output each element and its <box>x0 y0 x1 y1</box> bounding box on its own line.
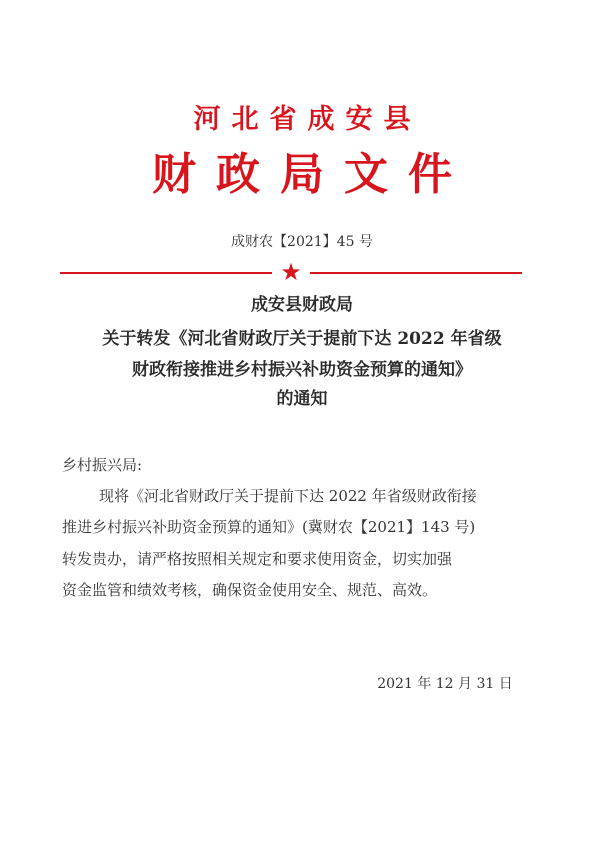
notice-title-line-4: 的通知 <box>276 389 328 409</box>
star-icon: ★ <box>280 258 302 286</box>
notice-title-line-3: 财政衔接推进乡村振兴补助资金预算的通知》 <box>132 360 472 380</box>
body-line: 转发贵办，请严格按照相关规定和要求使用资金，切实加强 <box>62 550 453 568</box>
issuing-authority-region: 河北省成安县 <box>193 104 422 135</box>
divider-line-right <box>310 272 522 274</box>
recipient-greeting: 乡村振兴局: <box>62 456 143 474</box>
red-divider <box>60 258 522 286</box>
body-line: 现将《河北省财政厅关于提前下达 2022 年省级财政衔接 <box>99 487 477 505</box>
issue-date: 2021 年 12 月 31 日 <box>377 676 513 692</box>
issuing-authority-title: 财政局文件 <box>152 149 472 200</box>
body-line: 推进乡村振兴补助资金预算的通知》(冀财农【2021】143 号) <box>62 518 476 536</box>
notice-title-line-1: 成安县财政局 <box>251 295 353 315</box>
body-line: 资金监管和绩效考核，确保资金使用安全、规范、高效。 <box>62 581 438 599</box>
notice-title-line-2: 关于转发《河北省财政厅关于提前下达 2022 年省级 <box>102 329 502 349</box>
divider-line-left <box>60 272 272 274</box>
document-number: 成财农【2021】45 号 <box>231 234 373 250</box>
